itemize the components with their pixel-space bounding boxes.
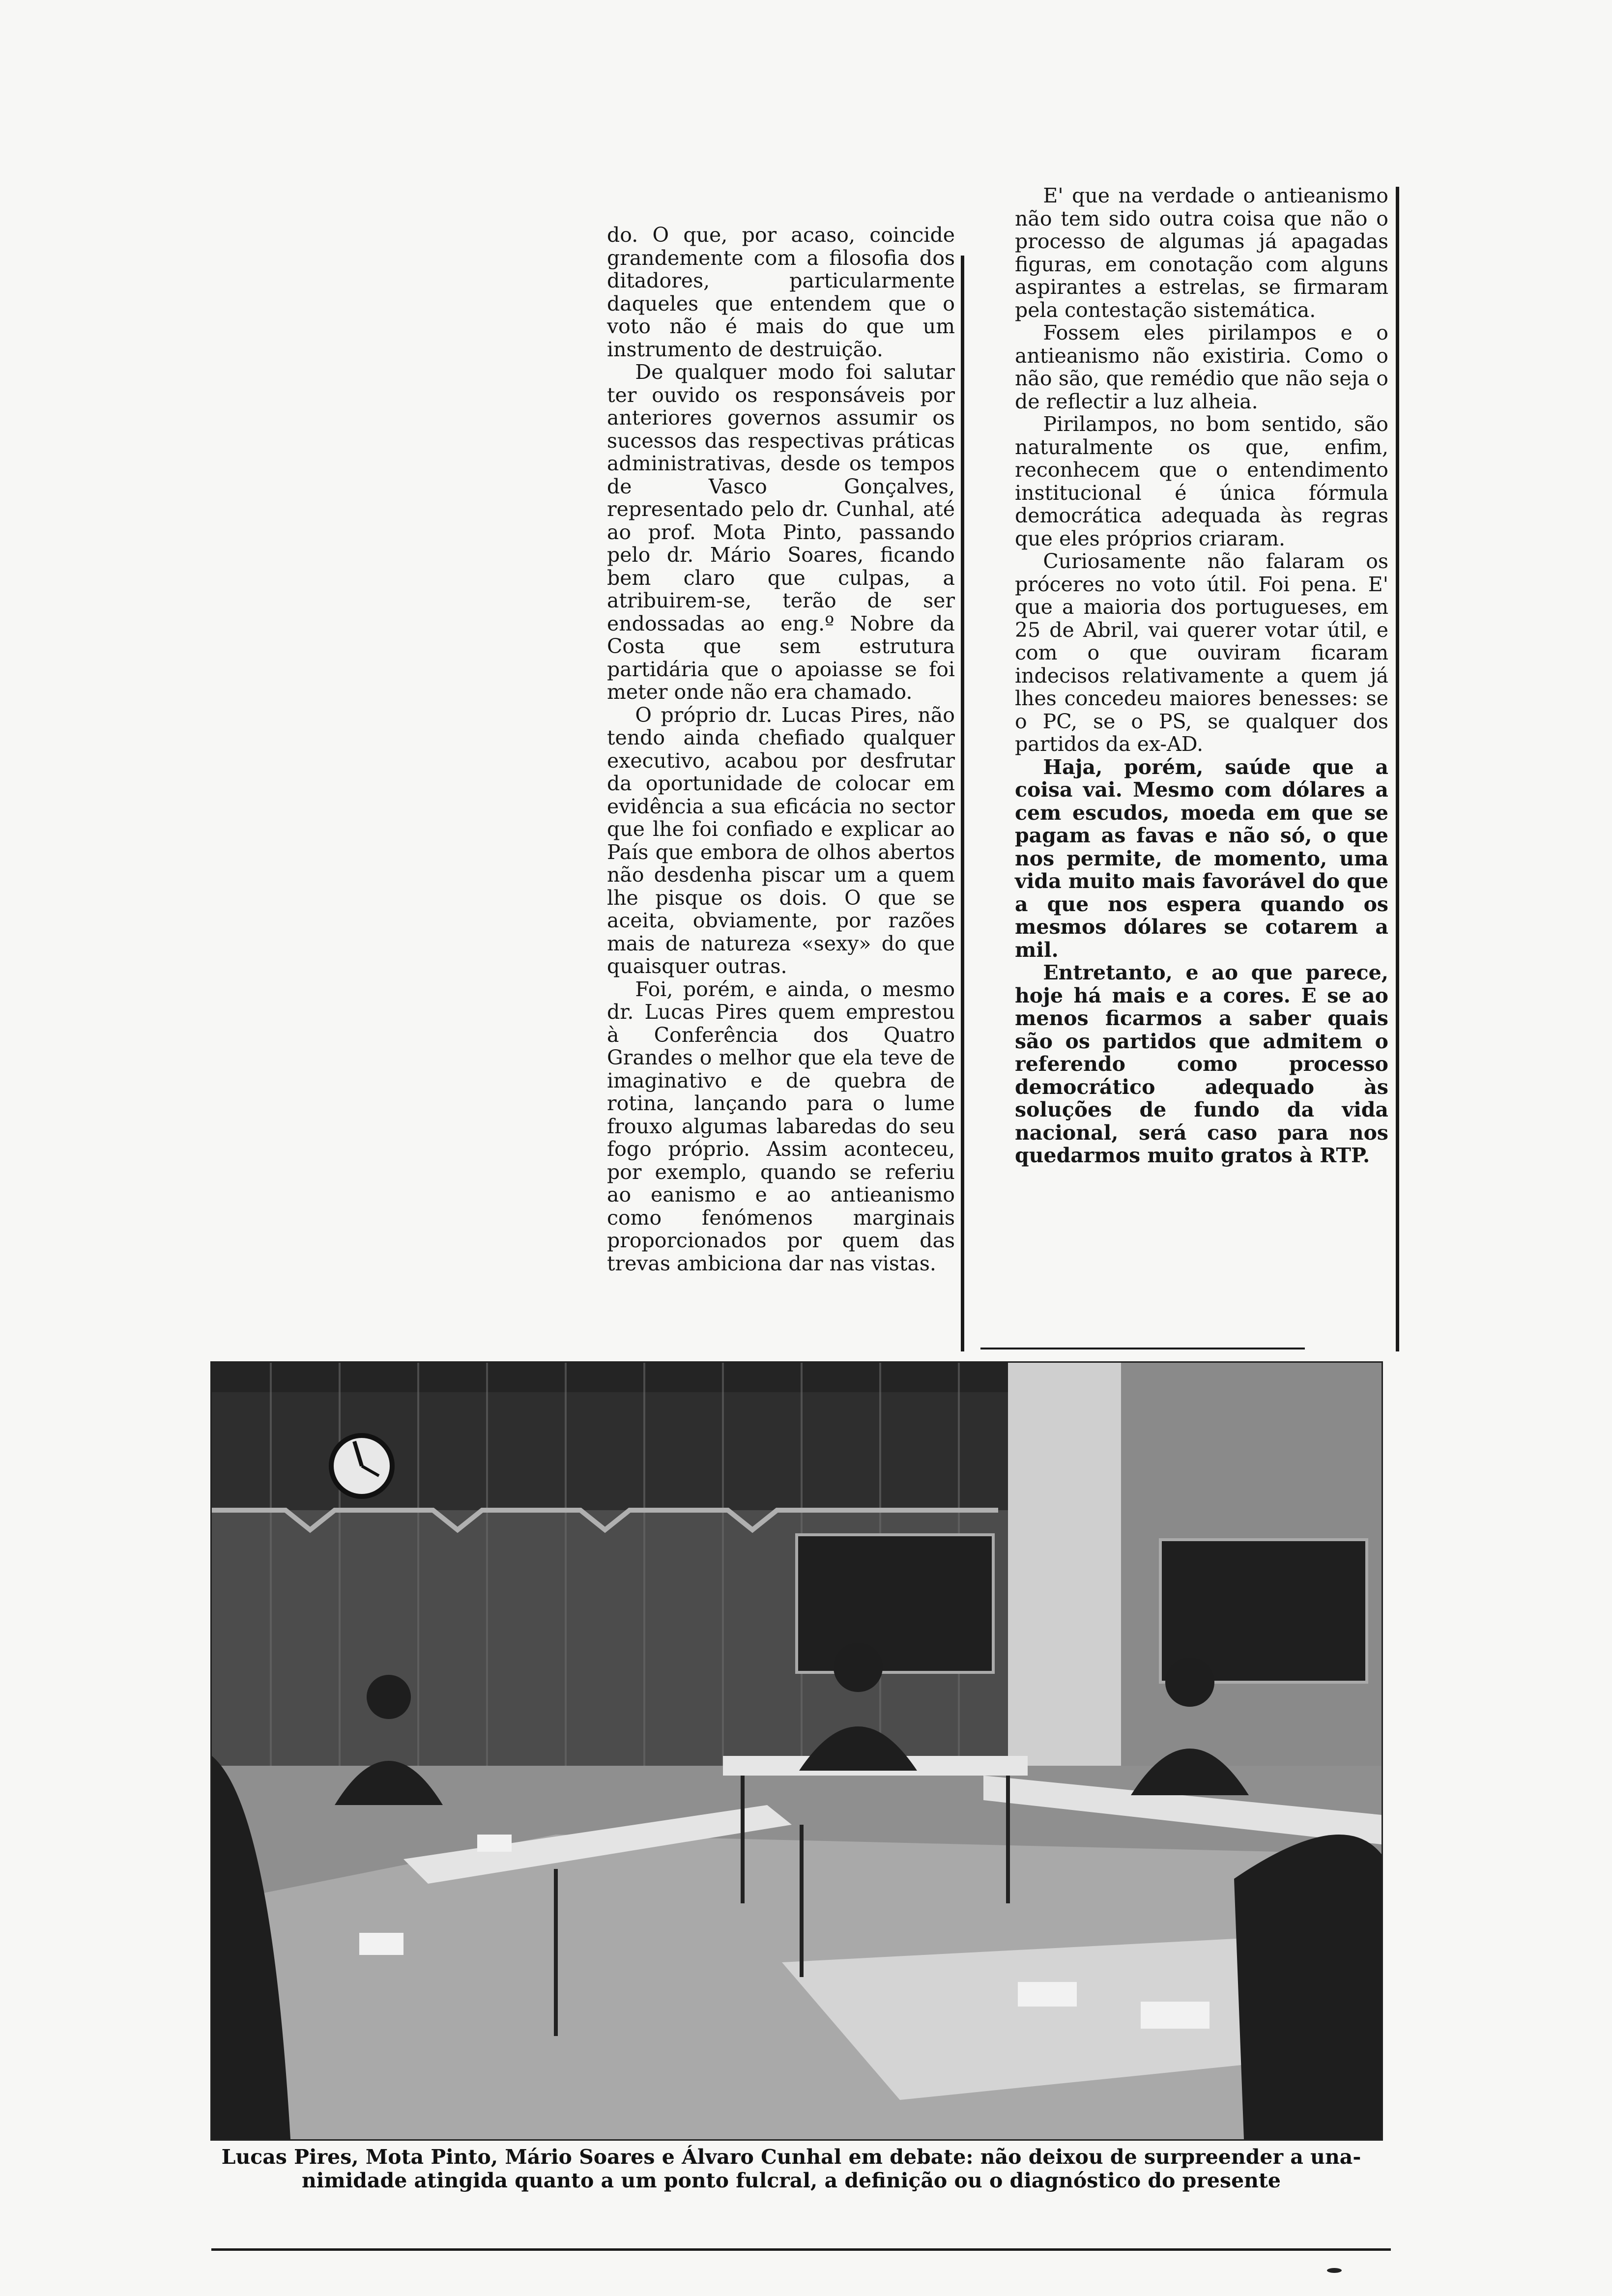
- article-column-right: [1015, 184, 1388, 1167]
- column-end-rule: [980, 1348, 1305, 1349]
- paragraph: Fossem eles pirilampos e o antieanismo não existiria. Como o não são, que remédio que não seja o de reflectir a luz alheia.: [1015, 321, 1388, 413]
- photo-caption: [194, 2145, 1388, 2192]
- article-column-left: [607, 224, 955, 1275]
- caption-line: Lucas Pires, Mota Pinto, Mário Soares e Álvaro Cunhal em debate: não deixou de surpreender a una-: [221, 2145, 1361, 2169]
- column-divider-right: [1396, 187, 1399, 1351]
- paragraph: do. O que, por acaso, coincide grandemente com a filosofia dos ditadores, particularmente daqueles que entendem que o voto não é mais do que um instrumento de destruição.: [607, 223, 955, 361]
- paragraph: Curiosamente não falaram os próceres no voto útil. Foi pena. E' que a maioria dos portugueses, em 25 de Abril, vai querer votar útil, e com o que ouviram ficaram indecisos relativamente a quem já lhes concedeu maiores benesses: se o PC, se o PS, se qualquer dos partidos da ex-AD.: [1015, 549, 1388, 756]
- bottom-rule: [211, 2248, 1391, 2251]
- paragraph: O próprio dr. Lucas Pires, não tendo ainda chefiado qualquer executivo, acabou por desfrutar da oportunidade de colocar em evidência a sua eficácia no sector que lhe foi confiado e explicar ao País que embora de olhos abertos não desdenha piscar um a quem lhe pisque os dois. O que se aceita, obviamente, por razões mais de natureza «sexy» do que quaisquer outras.: [607, 703, 955, 978]
- ink-mark: [1327, 2268, 1342, 2273]
- paragraph: Entretanto, e ao que parece, hoje há mais e a cores. E se ao menos ficarmos a saber quais são os partidos que admitem o referendo como processo democrático adequado às soluções de fundo da vida nacional, será caso para nos quedarmos muito gratos à RTP.: [1015, 961, 1388, 1167]
- debate-photo: [210, 1361, 1383, 2141]
- paragraph: Haja, porém, saúde que a coisa vai. Mesmo com dólares a cem escudos, moeda em que se pagam as favas e não só, o que nos permite, de momento, uma vida muito mais favorável do que a que nos espera quando os mesmos dólares se cotarem a mil.: [1015, 755, 1388, 962]
- photo-illustration: [212, 1363, 1382, 2139]
- paragraph: E' que na verdade o antieanismo não tem sido outra coisa que não o processo de algumas já apagadas figuras, em conotação com alguns aspirantes a estrelas, se firmaram pela contestação sistemática.: [1015, 184, 1388, 322]
- paragraph: Pirilampos, no bom sentido, são naturalmente os que, enfim, reconhecem que o entendimento institucional é única fórmula democrática adequada às regras que eles próprios criaram.: [1015, 412, 1388, 550]
- caption-line: nimidade atingida quanto a um ponto fulcral, a definição ou o diagnóstico do presente: [301, 2169, 1281, 2192]
- paragraph: De qualquer modo foi salutar ter ouvido os responsáveis por anteriores governos assumir os sucessos das respectivas práticas administrativas, desde os tempos de Vasco Gonçalves, representado pelo dr. Cunhal, até ao prof. Mota Pinto, passando pelo dr. Mário Soares, ficando bem claro que culpas, a atribuirem-se, terão de ser endossadas ao eng.º Nobre da Costa que sem estrutura partidária que o apoiasse se foi meter onde não era chamado.: [607, 360, 955, 704]
- column-divider: [961, 256, 964, 1351]
- paragraph: Foi, porém, e ainda, o mesmo dr. Lucas Pires quem emprestou à Conferência dos Quatro Grandes o melhor que ela teve de imaginativo e de quebra de rotina, lançando para o lume frouxo algumas labaredas do seu fogo próprio. Assim aconteceu, por exemplo, quando se referiu ao eanismo e ao antieanismo como fenómenos marginais proporcionados por quem das trevas ambiciona dar nas vistas.: [607, 977, 955, 1275]
